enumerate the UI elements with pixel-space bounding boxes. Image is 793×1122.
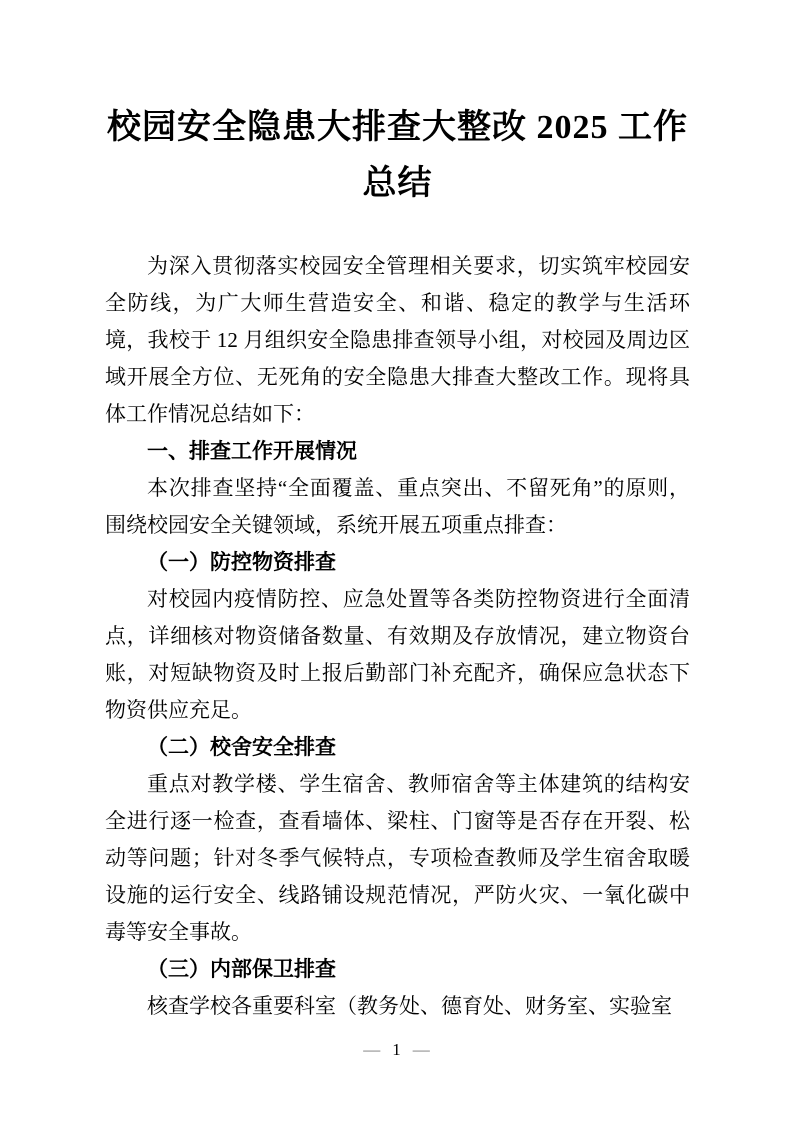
document-body — [105, 248, 690, 1025]
footer-dash-left: — — [363, 1040, 381, 1059]
document-title: 校园安全隐患大排查大整改 2025 工作总结 — [107, 109, 688, 202]
paragraph-intro: 为深入贯彻落实校园安全管理相关要求，切实筑牢校园安全防线，为广大师生营造安全、和谐、稳定的教学与生活环境，我校于 12 月组织安全隐患排查领导小组，对校园及周边区域开展全方位、无死角的安全隐患大排查大整改工作。现将具体工作情况总结如下： — [105, 254, 690, 426]
paragraph-building-safety-inspection: 重点对教学楼、学生宿舍、教师宿舍等主体建筑的结构安全进行逐一检查，查看墙体、梁柱、门窗等是否存在开裂、松动等问题；针对冬季气候特点，专项检查教师及学生宿舍取暖设施的运行安全、线路铺设规范情况，严防火灾、一氧化碳中毒等安全事故。 — [105, 772, 690, 944]
page-number: 1 — [392, 1040, 401, 1059]
subsection-heading-supplies-inspection: （一）防控物资排查 — [147, 550, 336, 574]
paragraph-supplies-inspection: 对校园内疫情防控、应急处置等各类防控物资进行全面清点，详细核对物资储备数量、有效期及存放情况，建立物资台账，对短缺物资及时上报后勤部门补充配齐，确保应急状态下物资供应充足。 — [105, 587, 690, 722]
page-footer — [0, 1040, 793, 1060]
paragraph-internal-security-inspection: 核查学校各重要科室（教务处、德育处、财务室、实验室 — [147, 994, 672, 1018]
subsection-heading-building-safety-inspection: （二）校舍安全排查 — [147, 735, 336, 759]
subsection-heading-internal-security-inspection: （三）内部保卫排查 — [147, 957, 336, 981]
section-heading-inspection-overview: 一、排查工作开展情况 — [147, 440, 357, 463]
paragraph-section-intro: 本次排查坚持“全面覆盖、重点突出、不留死角”的原则，围绕校园安全关键领域，系统开展五项重点排查： — [105, 476, 690, 537]
footer-dash-right: — — [412, 1040, 430, 1059]
